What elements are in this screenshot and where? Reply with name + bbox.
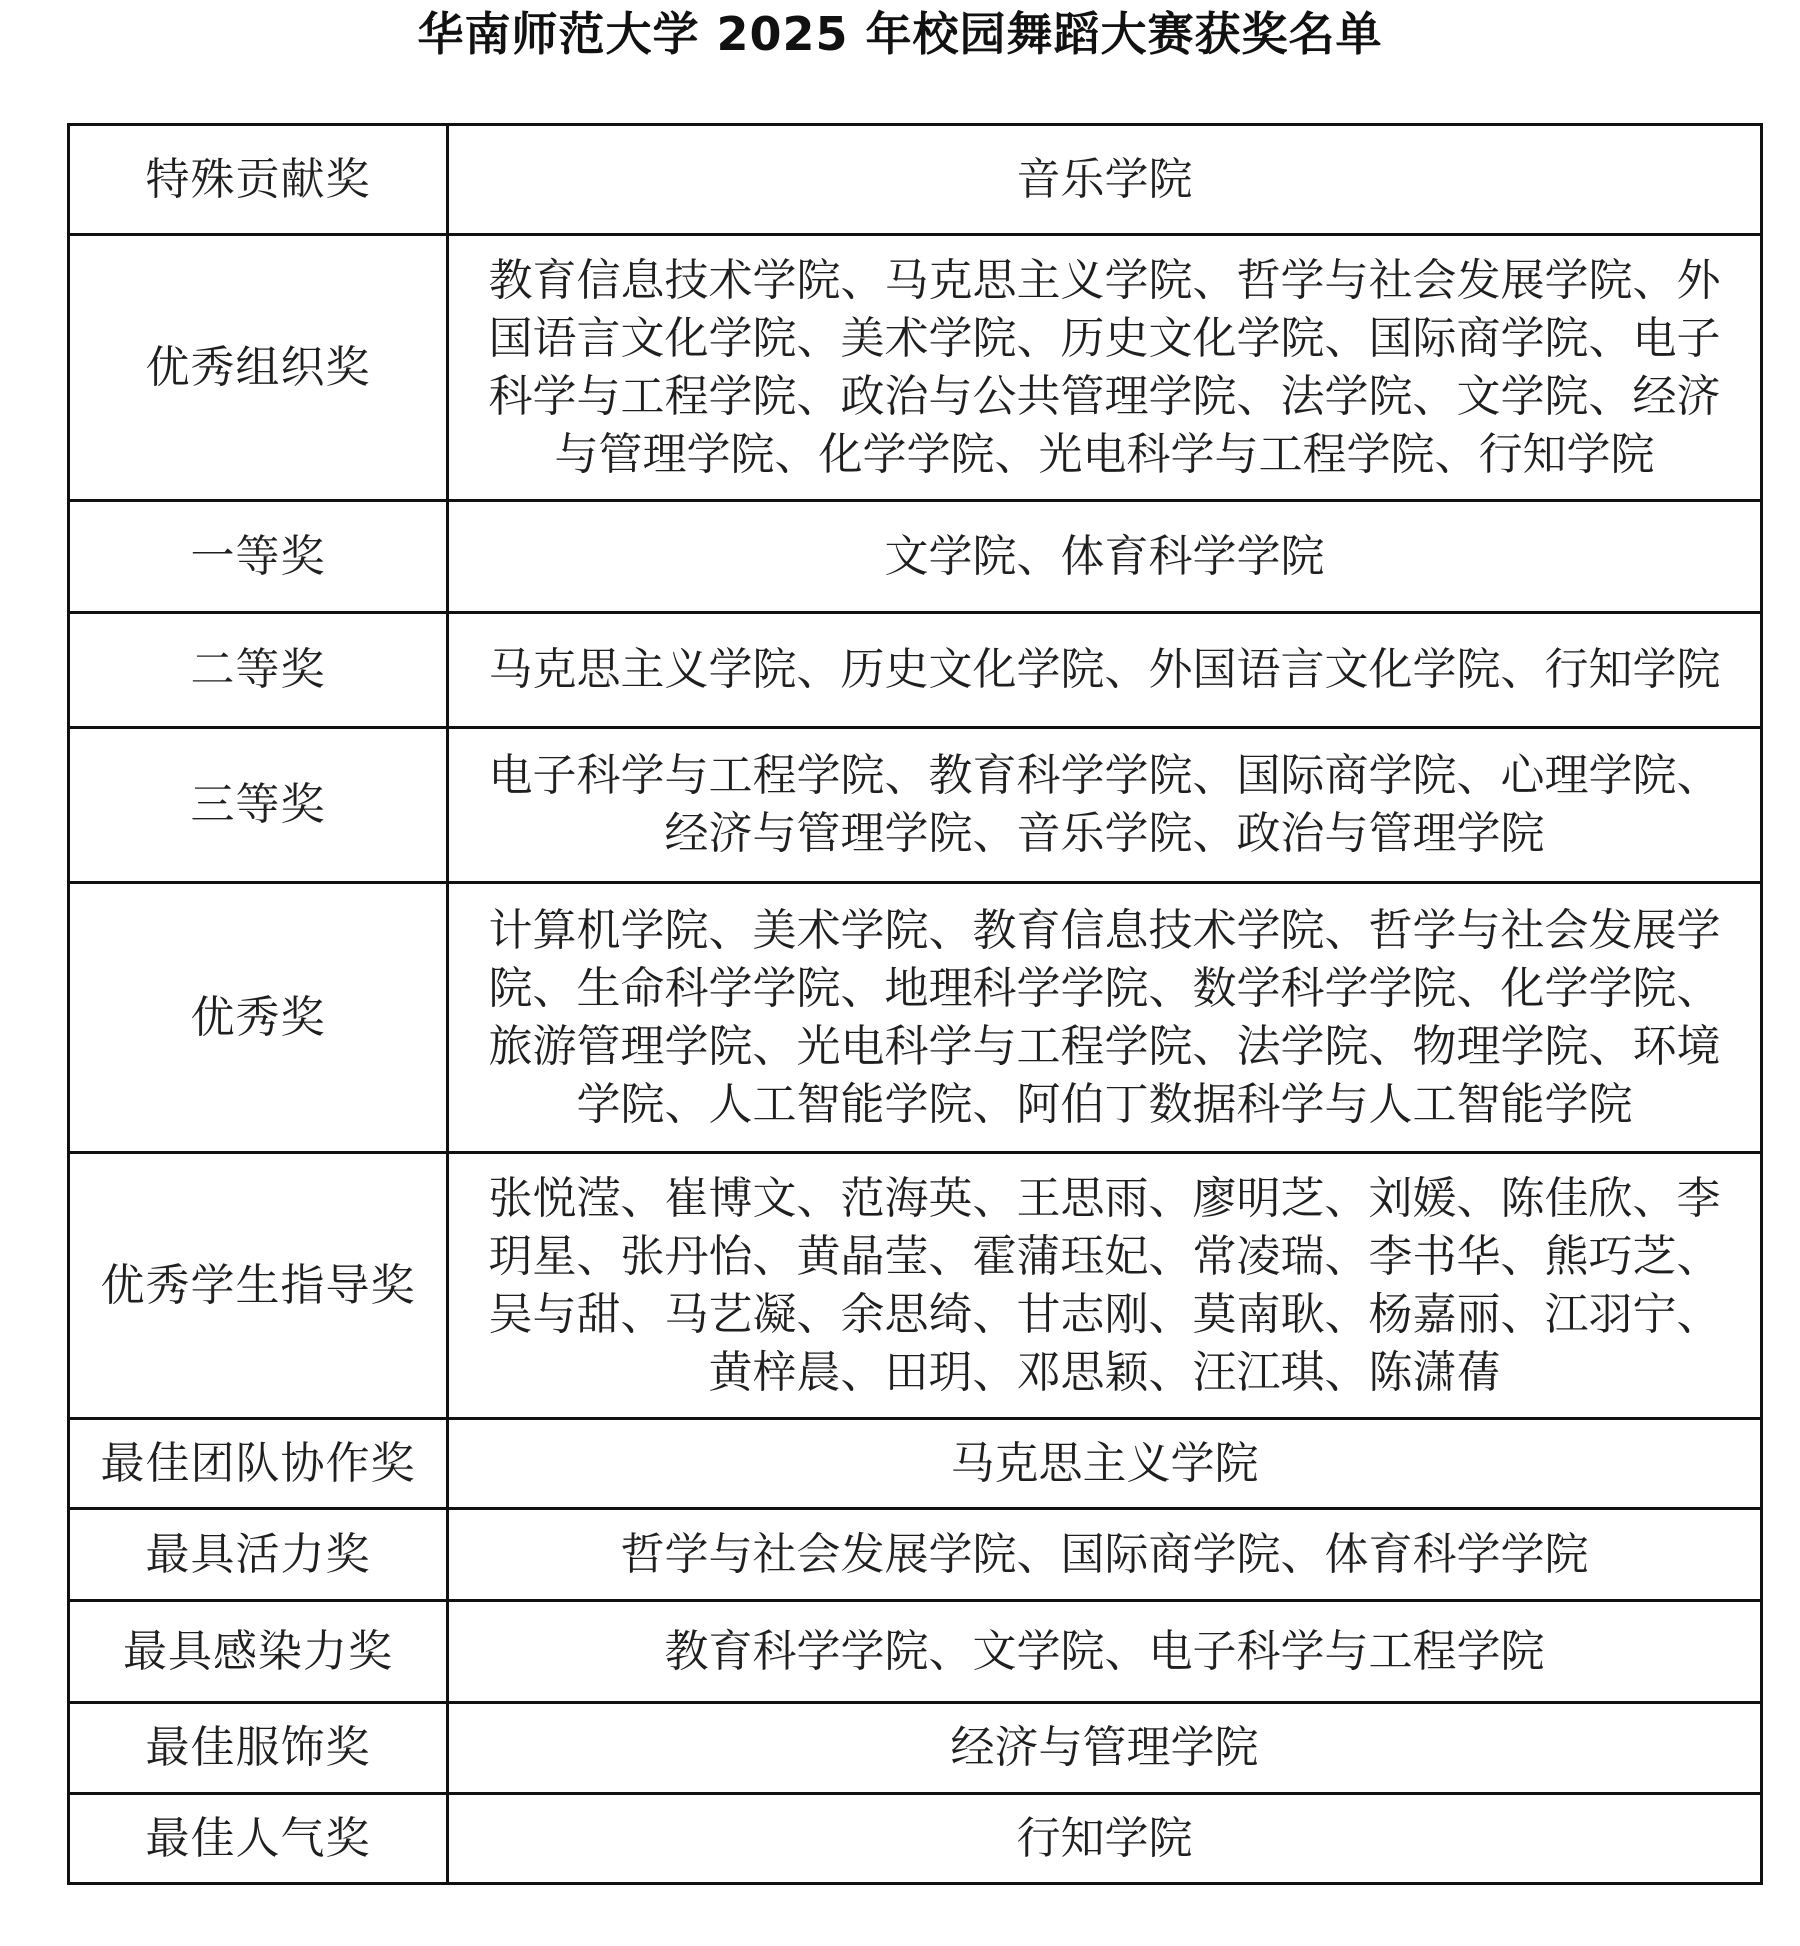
table-row xyxy=(69,1153,1762,1419)
table-row xyxy=(69,1703,1762,1794)
award-table xyxy=(67,123,1763,1885)
table-row xyxy=(69,1509,1762,1601)
table-row xyxy=(69,728,1762,883)
award-winners-cell: 计算机学院、美术学院、教育信息技术学院、哲学与社会发展学院、生命科学学院、地理科学学院、数学科学学院、化学学院、旅游管理学院、光电科学与工程学院、法学院、物理学院、环境学院、人工智能学院、阿伯丁数据科学与人工智能学院 xyxy=(448,883,1762,1153)
table-row xyxy=(69,883,1762,1153)
table-row xyxy=(69,1419,1762,1509)
award-winners-cell: 张悦滢、崔博文、范海英、王思雨、廖明芝、刘媛、陈佳欣、李玥星、张丹怡、黄晶莹、霍蒲珏妃、常凌瑞、李书华、熊巧芝、吴与甜、马艺凝、余思绮、甘志刚、莫南耿、杨嘉丽、江羽宁、黄梓晨、田玥、邓思颖、汪江琪、陈潇蒨 xyxy=(448,1153,1762,1419)
award-name-cell: 最具感染力奖 xyxy=(69,1601,448,1703)
table-row xyxy=(69,235,1762,501)
award-winners-cell: 行知学院 xyxy=(448,1794,1762,1884)
award-name-cell: 特殊贡献奖 xyxy=(69,125,448,235)
award-winners-cell: 教育科学学院、文学院、电子科学与工程学院 xyxy=(448,1601,1762,1703)
award-name-cell: 最具活力奖 xyxy=(69,1509,448,1601)
award-winners-cell: 哲学与社会发展学院、国际商学院、体育科学学院 xyxy=(448,1509,1762,1601)
award-winners-cell: 马克思主义学院 xyxy=(448,1419,1762,1509)
award-name-cell: 三等奖 xyxy=(69,728,448,883)
award-name-cell: 最佳服饰奖 xyxy=(69,1703,448,1794)
award-winners-cell: 马克思主义学院、历史文化学院、外国语言文化学院、行知学院 xyxy=(448,613,1762,728)
page-title: 华南师范大学 2025 年校园舞蹈大赛获奖名单 xyxy=(417,7,1383,61)
table-row xyxy=(69,1794,1762,1884)
table-row xyxy=(69,1601,1762,1703)
award-name-cell: 一等奖 xyxy=(69,501,448,613)
award-name-cell: 二等奖 xyxy=(69,613,448,728)
award-winners-cell: 文学院、体育科学学院 xyxy=(448,501,1762,613)
award-name-cell: 优秀奖 xyxy=(69,883,448,1153)
award-winners-cell: 电子科学与工程学院、教育科学学院、国际商学院、心理学院、经济与管理学院、音乐学院、政治与管理学院 xyxy=(448,728,1762,883)
table-row xyxy=(69,613,1762,728)
award-name-cell: 优秀学生指导奖 xyxy=(69,1153,448,1419)
award-name-cell: 最佳人气奖 xyxy=(69,1794,448,1884)
table-row xyxy=(69,125,1762,235)
award-name-cell: 最佳团队协作奖 xyxy=(69,1419,448,1509)
award-winners-cell: 教育信息技术学院、马克思主义学院、哲学与社会发展学院、外国语言文化学院、美术学院、历史文化学院、国际商学院、电子科学与工程学院、政治与公共管理学院、法学院、文学院、经济与管理学院、化学学院、光电科学与工程学院、行知学院 xyxy=(448,235,1762,501)
award-name-cell: 优秀组织奖 xyxy=(69,235,448,501)
award-winners-cell: 音乐学院 xyxy=(448,125,1762,235)
award-winners-cell: 经济与管理学院 xyxy=(448,1703,1762,1794)
table-row xyxy=(69,501,1762,613)
